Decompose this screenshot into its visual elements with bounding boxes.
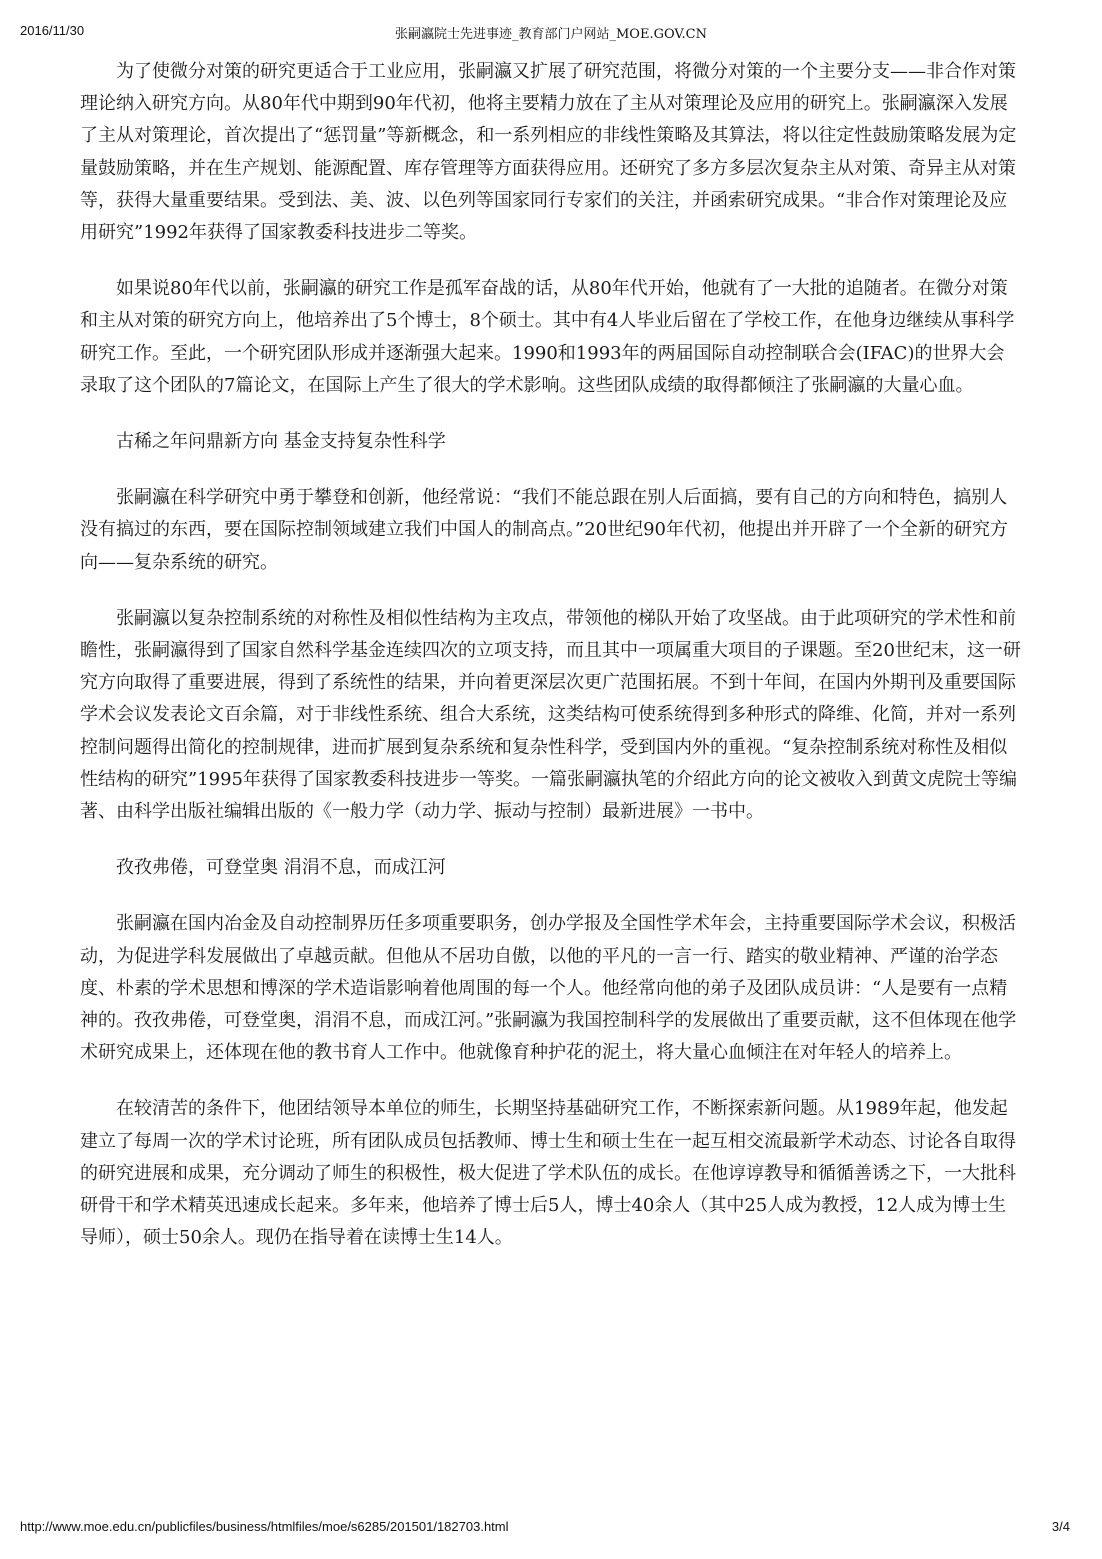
section-heading-1: 古稀之年问鼎新方向 基金支持复杂性科学 bbox=[116, 431, 446, 453]
page-number: 3/4 bbox=[1051, 1519, 1070, 1534]
article-body bbox=[80, 56, 1022, 1279]
print-date: 2016/11/30 bbox=[20, 23, 85, 38]
page-url: http://www.moe.edu.cn/publicfiles/business/htmlfiles/moe/s6285/201501/182703.html bbox=[20, 1519, 509, 1534]
paragraph-2: 如果说80年代以前，张嗣瀛的研究工作是孤军奋战的话，从80年代开始，他就有了一大批的追随者。在微分对策和主从对策的研究方向上，他培养出了5个博士，8个硕士。其中有4人毕业后留在了学校工作，在他身边继续从事科学研究工作。至此，一个研究团队形成并逐渐强大起来。1990和1993年的两届国际自动控制联合会(IFAC)的世界大会录取了这个团队的7篇论文，在国际上产生了很大的学术影响。这些团队成绩的取得都倾注了张嗣瀛的大量心血。 bbox=[80, 278, 1015, 396]
section-heading-2: 孜孜弗倦，可登堂奥 涓涓不息，而成江河 bbox=[116, 857, 446, 879]
paragraph-6: 在较清苦的条件下，他团结领导本单位的师生，长期坚持基础研究工作，不断探索新问题。从1989年起，他发起建立了每周一次的学术讨论班，所有团队成员包括教师、博士生和硕士生在一起互相交流最新学术动态、讨论各自取得的研究进展和成果，充分调动了师生的积极性，极大促进了学术队伍的成长。在他谆谆教导和循循善诱之下，一大批科研骨干和学术精英迅速成长起来。多年来，他培养了博士后5人，博士40余人（其中25人成为教授，12人成为博士生导师），硕士50余人。现仍在指导着在读博士生14人。 bbox=[80, 1098, 1016, 1249]
paragraph-3: 张嗣瀛在科学研究中勇于攀登和创新，他经常说：“我们不能总跟在别人后面搞，要有自己的方向和特色，搞别人没有搞过的东西，要在国际控制领域建立我们中国人的制高点。”20世纪90年代初，他提出并开辟了一个全新的研究方向——复杂系统的研究。 bbox=[80, 487, 1009, 573]
paragraph-1: 为了使微分对策的研究更适合于工业应用，张嗣瀛又扩展了研究范围，将微分对策的一个主要分支——非合作对策理论纳入研究方向。从80年代中期到90年代初，他将主要精力放在了主从对策理论及应用的研究上。张嗣瀛深入发展了主从对策理论，首次提出了“惩罚量”等新概念，和一系列相应的非线性策略及其算法，将以往定性鼓励策略发展为定量鼓励策略，并在生产规划、能源配置、库存管理等方面获得应用。还研究了多方多层次复杂主从对策、奇异主从对策等，获得大量重要结果。受到法、美、波、以色列等国家同行专家们的关注，并函索研究成果。“非合作对策理论及应用研究”1992年获得了国家教委科技进步二等奖。 bbox=[80, 61, 1017, 244]
page-title: 张嗣瀛院士先进事迹_教育部门户网站_MOE.GOV.CN bbox=[395, 27, 707, 42]
paragraph-4: 张嗣瀛以复杂控制系统的对称性及相似性结构为主攻点，带领他的梯队开始了攻坚战。由于此项研究的学术性和前瞻性，张嗣瀛得到了国家自然科学基金连续四次的立项支持，而且其中一项属重大项目的子课题。至20世纪末，这一研究方向取得了重要进展，得到了系统性的结果，并向着更深层次更广范围拓展。不到十年间，在国内外期刊及重要国际学术会议发表论文百余篇，对于非线性系统、组合大系统，这类结构可使系统得到多种形式的降维、化简，并对一系列控制问题得出简化的控制规律，进而扩展到复杂系统和复杂性科学，受到国内外的重视。“复杂控制系统对称性及相似性结构的研究”1995年获得了国家教委科技进步一等奖。一篇张嗣瀛执笔的介绍此方向的论文被收入到黄文虎院士等编著、由科学出版社编辑出版的《一般力学（动力学、振动与控制）最新进展》一书中。 bbox=[80, 607, 1021, 823]
paragraph-5: 张嗣瀛在国内冶金及自动控制界历任多项重要职务，创办学报及全国性学术年会，主持重要国际学术会议，积极活动，为促进学科发展做出了卓越贡献。但他从不居功自傲，以他的平凡的一言一行、踏实的敬业精神、严谨的治学态度、朴素的学术思想和博深的学术造诣影响着他周围的每一个人。他经常向他的弟子及团队成员讲：“人是要有一点精神的。孜孜弗倦，可登堂奥，涓涓不息，而成江河。”张嗣瀛为我国控制科学的发展做出了重要贡献，这不但体现在他学术研究成果上，还体现在他的教书育人工作中。他就像育种护花的泥土，将大量心血倾注在对年轻人的培养上。 bbox=[80, 913, 1017, 1064]
